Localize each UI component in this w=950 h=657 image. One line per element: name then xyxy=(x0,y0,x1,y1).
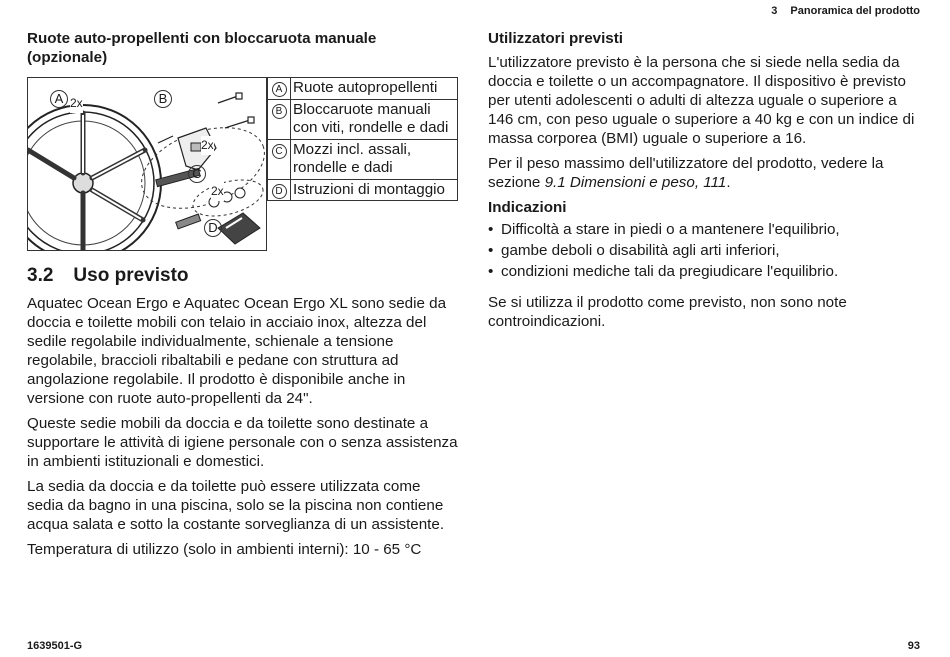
legend-row xyxy=(268,179,458,201)
paragraph: Se si utilizza il prodotto come previsto, non sono note controindicazioni. xyxy=(488,294,847,330)
paragraph-text: . xyxy=(726,174,731,191)
callout-c: C xyxy=(188,162,206,183)
list-item: • gambe deboli o disabilità agli arti inferiori, xyxy=(501,241,920,260)
users-heading: Utilizzatori previsti xyxy=(488,30,624,47)
section-number: 3.2 xyxy=(27,265,54,286)
paragraph: Aquatec Ocean Ergo e Aquatec Ocean Ergo XL sono sedie da doccia e toilette mobili con telaio in acciaio inox, altezza del sedile regolabile individualmente, schienale a tensione regolabile, braccioli ribaltabili e pedane con struttura ad angolazione regolabile. Il prodotto è disponibile anche in versione con ruote auto-propellenti da 24". xyxy=(27,295,447,407)
indications-heading: Indicazioni xyxy=(488,199,567,216)
callout-qty-c: 2x xyxy=(211,182,224,201)
page-number: 93 xyxy=(907,640,920,652)
section-title: Uso previsto xyxy=(73,265,189,286)
figure-illustration xyxy=(27,77,267,251)
figure-legend xyxy=(267,77,458,201)
legend-row xyxy=(268,78,458,100)
paragraph xyxy=(488,154,920,192)
legend-text: Ruote autopropellenti xyxy=(291,78,458,100)
callout-qty-a: 2x xyxy=(70,94,83,113)
right-column xyxy=(488,29,920,331)
legend-row xyxy=(268,139,458,179)
section-heading xyxy=(27,264,459,288)
legend-text: Istruzioni di montaggio xyxy=(291,179,458,201)
legend-text: Mozzi incl. assali, rondelle e dadi xyxy=(291,139,458,179)
callout-d: D xyxy=(204,216,222,237)
callout-qty-b: 2x xyxy=(201,136,214,155)
legend-key: A xyxy=(272,82,287,97)
callout-b: B xyxy=(154,87,172,108)
paragraph: L'utilizzatore previsto è la persona che si siede nella sedia da doccia e toilette o un accompagnatore. Il dispositivo è previsto per utenti adolescenti o adulti di altezza uguale o superiore a 146 cm, con peso uguale o superiore a 40 kg e con un indice di massa corporea (BMI) uguale o superiore a 16. xyxy=(488,54,915,147)
paragraph: La sedia da doccia e da toilette può essere utilizzata come sedia da bagno in una piscina, solo se la piscina non contiene acqua salata e sotto la costante sorveglianza di un assistente. xyxy=(27,478,445,533)
list-item: • condizioni mediche tali da pregiudicare l'equilibrio. xyxy=(501,262,920,281)
legend-text: Bloccaruote manuali con viti, rondelle e dadi xyxy=(291,99,458,139)
paragraph: Queste sedie mobili da doccia e da toilette sono destinate a supportare le attività di igiene personale con o senza assistenza in ambienti istituzionali e domestici. xyxy=(27,415,458,470)
list-item: • Difficoltà a stare in piedi o a mantenere l'equilibrio, xyxy=(501,220,920,239)
paragraph-text: Per il peso massimo dell'utilizzatore del prodotto, vedere la sezione xyxy=(488,155,884,191)
figure-heading: Ruote auto-propellenti con bloccaruota manuale (opzionale) xyxy=(27,30,377,66)
left-column xyxy=(27,29,459,565)
paragraph: Temperatura di utilizzo (solo in ambienti interni): 10 - 65 °C xyxy=(27,541,422,558)
cross-reference-link[interactable]: 9.1 Dimensioni e peso, 111 xyxy=(544,174,727,191)
indications-list xyxy=(488,220,920,281)
figure xyxy=(27,77,457,251)
chapter-number: 3 xyxy=(771,5,778,17)
callout-a: A xyxy=(50,87,68,108)
legend-key: D xyxy=(272,184,287,199)
page-header xyxy=(771,5,920,17)
legend-key: C xyxy=(272,144,287,159)
chapter-title: Panoramica del prodotto xyxy=(790,5,920,17)
legend-key: B xyxy=(272,104,287,119)
legend-row xyxy=(268,99,458,139)
document-id: 1639501-G xyxy=(27,640,83,652)
